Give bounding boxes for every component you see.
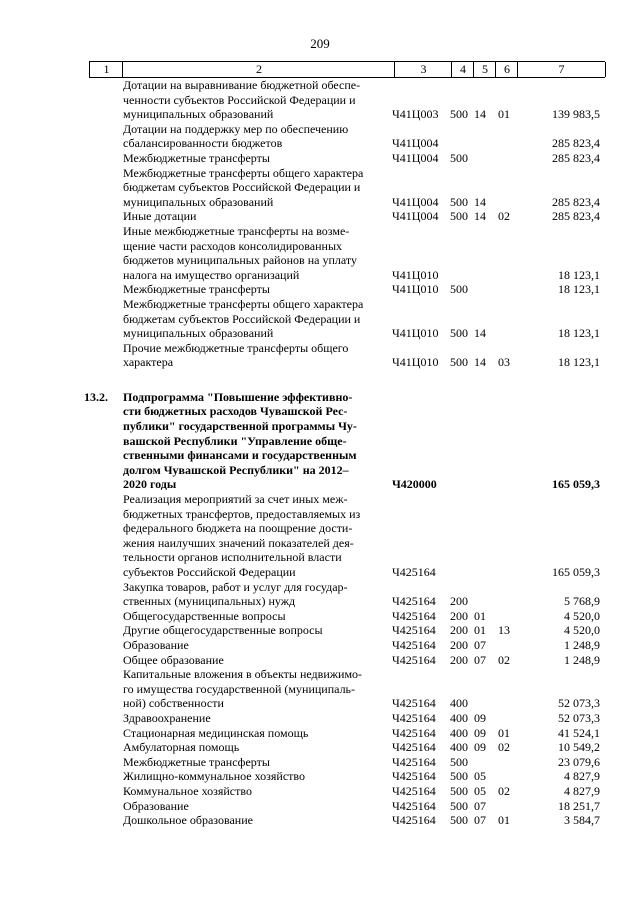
description-line: вашской Республики "Управление обще- bbox=[123, 433, 347, 448]
row-description bbox=[123, 224, 387, 282]
row-description bbox=[123, 740, 387, 755]
description-line: Реализация мероприятий за счет иных меж- bbox=[123, 492, 348, 507]
target-article-code: Ч41Ц010 bbox=[392, 267, 439, 282]
target-article-code: Ч41Ц004 bbox=[392, 150, 439, 165]
amount-value: 285 823,4 bbox=[552, 136, 600, 151]
row-description bbox=[123, 711, 387, 726]
target-article-code: Ч41Ц003 bbox=[392, 107, 439, 122]
description-line: муниципальных образований bbox=[123, 107, 274, 122]
table-row bbox=[0, 784, 640, 799]
description-line: сбалансированности бюджетов bbox=[123, 136, 283, 151]
row-description bbox=[123, 282, 387, 297]
description-line: муниципальных образований bbox=[123, 194, 274, 209]
amount-value: 1 248,9 bbox=[564, 652, 600, 667]
column-header-7: 7 bbox=[517, 62, 606, 77]
table-row bbox=[0, 282, 640, 297]
amount-value: 285 823,4 bbox=[552, 150, 600, 165]
table-row bbox=[0, 813, 640, 828]
row-description bbox=[123, 492, 387, 580]
subsection-code: 02 bbox=[498, 783, 510, 798]
target-article-code: Ч425164 bbox=[392, 813, 436, 828]
row-description bbox=[123, 78, 387, 122]
target-article-code: Ч41Ц004 bbox=[392, 136, 439, 151]
row-description bbox=[123, 623, 387, 638]
description-line: Стационарная медицинская помощь bbox=[123, 725, 309, 740]
row-number: 13.2. bbox=[84, 389, 108, 404]
column-header-1: 1 bbox=[89, 62, 123, 77]
description-line: Общегосударственные вопросы bbox=[123, 608, 286, 623]
row-description bbox=[123, 784, 387, 799]
amount-value: 18 251,7 bbox=[558, 798, 600, 813]
amount-value: 165 059,3 bbox=[552, 477, 600, 492]
description-line: муниципальных образований bbox=[123, 326, 274, 341]
description-line: Дотации на поддержку мер по обеспечению bbox=[123, 121, 349, 136]
subsection-code: 01 bbox=[498, 107, 510, 122]
table-row bbox=[0, 297, 640, 341]
amount-value: 18 123,1 bbox=[558, 326, 600, 341]
description-line: 2020 годы bbox=[123, 477, 177, 492]
target-article-code: Ч425164 bbox=[392, 769, 436, 784]
description-line: федерального бюджета на поощрение дости- bbox=[123, 521, 353, 536]
description-line: Жилищно-коммунальное хозяйство bbox=[123, 769, 306, 784]
row-description bbox=[123, 726, 387, 741]
expense-type-code: 400 bbox=[450, 710, 468, 725]
amount-value: 10 549,2 bbox=[558, 740, 600, 755]
table-row bbox=[0, 726, 640, 741]
column-header-3: 3 bbox=[394, 62, 452, 77]
target-article-code: Ч425164 bbox=[392, 783, 436, 798]
description-line: Межбюджетные трансферты bbox=[123, 754, 270, 769]
target-article-code: Ч425164 bbox=[392, 594, 436, 609]
row-description bbox=[123, 799, 387, 814]
amount-value: 52 073,3 bbox=[558, 696, 600, 711]
row-description bbox=[123, 151, 387, 166]
row-description bbox=[123, 653, 387, 668]
section-code: 05 bbox=[474, 783, 486, 798]
amount-value: 1 248,9 bbox=[564, 637, 600, 652]
description-line: Дошкольное образование bbox=[123, 813, 253, 828]
expense-type-code: 200 bbox=[450, 594, 468, 609]
column-header-2: 2 bbox=[122, 62, 395, 77]
expense-type-code: 500 bbox=[450, 194, 468, 209]
amount-value: 285 823,4 bbox=[552, 194, 600, 209]
row-description bbox=[123, 755, 387, 770]
description-line: Образование bbox=[123, 637, 189, 652]
row-description bbox=[123, 580, 387, 609]
table-row bbox=[0, 755, 640, 770]
description-line: Межбюджетные трансферты общего характера bbox=[123, 296, 364, 311]
amount-value: 4 520,0 bbox=[564, 608, 600, 623]
amount-value: 165 059,3 bbox=[552, 565, 600, 579]
expense-type-code: 500 bbox=[450, 769, 468, 784]
target-article-code: Ч425164 bbox=[392, 623, 436, 638]
table-row bbox=[0, 740, 640, 755]
table-row bbox=[0, 638, 640, 653]
expense-type-code: 500 bbox=[450, 355, 468, 370]
budget-table-body bbox=[0, 78, 640, 828]
section-code: 09 bbox=[474, 710, 486, 725]
expense-type-code: 500 bbox=[450, 813, 468, 828]
target-article-code: Ч425164 bbox=[392, 652, 436, 667]
amount-value: 18 123,1 bbox=[558, 267, 600, 282]
row-description bbox=[123, 813, 387, 828]
expense-type-code: 200 bbox=[450, 623, 468, 638]
expense-type-code: 200 bbox=[450, 608, 468, 623]
table-row bbox=[0, 209, 640, 224]
section-code: 14 bbox=[474, 326, 486, 341]
table-row bbox=[0, 341, 640, 370]
table-row bbox=[0, 78, 640, 122]
section-code: 07 bbox=[474, 798, 486, 813]
table-row bbox=[0, 623, 640, 638]
description-line: Иные межбюджетные трансферты на возме- bbox=[123, 223, 350, 238]
description-line: бюджетам субъектов Российской Федерации и bbox=[123, 311, 361, 326]
target-article-code: Ч425164 bbox=[392, 740, 436, 755]
expense-type-code: 500 bbox=[450, 783, 468, 798]
row-spacer bbox=[0, 370, 640, 390]
amount-value: 41 524,1 bbox=[558, 725, 600, 740]
description-line: Здравоохранение bbox=[123, 710, 211, 725]
row-description bbox=[123, 667, 387, 711]
description-line: Капитальные вложения в объекты недвижимо- bbox=[123, 667, 363, 682]
expense-type-code: 500 bbox=[450, 107, 468, 122]
table-row bbox=[0, 224, 640, 282]
subsection-code: 03 bbox=[498, 355, 510, 370]
amount-value: 4 520,0 bbox=[564, 623, 600, 638]
table-row bbox=[0, 653, 640, 668]
description-line: характера bbox=[123, 355, 174, 370]
row-description bbox=[123, 209, 387, 224]
section-code: 09 bbox=[474, 725, 486, 740]
description-line: жения наилучших значений показателей дея- bbox=[123, 535, 354, 550]
expense-type-code: 500 bbox=[450, 150, 468, 165]
description-line: Общее образование bbox=[123, 652, 224, 667]
description-line: Другие общегосударственные вопросы bbox=[123, 623, 323, 638]
subprogram-row bbox=[0, 390, 640, 492]
expense-type-code: 500 bbox=[450, 754, 468, 769]
subsection-code: 13 bbox=[498, 623, 510, 638]
section-code: 07 bbox=[474, 652, 486, 667]
expense-type-code: 400 bbox=[450, 740, 468, 755]
table-row bbox=[0, 667, 640, 711]
section-code: 14 bbox=[474, 194, 486, 209]
description-line: Межбюджетные трансферты bbox=[123, 282, 270, 297]
table-row bbox=[0, 166, 640, 210]
target-article-code: Ч425164 bbox=[392, 637, 436, 652]
amount-value: 139 983,5 bbox=[552, 107, 600, 122]
description-line: го имущества государственной (муниципаль- bbox=[123, 681, 356, 696]
section-code: 07 bbox=[474, 813, 486, 828]
table-row bbox=[0, 769, 640, 784]
target-article-code: Ч425164 bbox=[392, 725, 436, 740]
target-article-code: Ч425164 bbox=[392, 565, 436, 579]
description-line: Подпрограмма "Повышение эффективно- bbox=[123, 389, 353, 404]
description-line: Коммунальное хозяйство bbox=[123, 783, 252, 798]
amount-value: 285 823,4 bbox=[552, 209, 600, 224]
expense-type-code: 500 bbox=[450, 326, 468, 341]
target-article-code: Ч420000 bbox=[392, 477, 437, 492]
description-line: Образование bbox=[123, 798, 189, 813]
section-code: 14 bbox=[474, 107, 486, 122]
expense-type-code: 500 bbox=[450, 282, 468, 297]
row-description bbox=[123, 769, 387, 784]
page-number: 209 bbox=[310, 36, 330, 51]
target-article-code: Ч41Ц004 bbox=[392, 194, 439, 209]
amount-value: 23 079,6 bbox=[558, 754, 600, 769]
description-line: налога на имущество организаций bbox=[123, 267, 300, 282]
description-line: Амбулаторная помощь bbox=[123, 740, 240, 755]
target-article-code: Ч41Ц010 bbox=[392, 282, 439, 297]
amount-value: 5 768,9 bbox=[564, 594, 600, 609]
description-line: сти бюджетных расходов Чувашской Рес- bbox=[123, 404, 348, 419]
target-article-code: Ч41Ц010 bbox=[392, 326, 439, 341]
target-article-code: Ч41Ц010 bbox=[392, 355, 439, 370]
row-description bbox=[123, 297, 387, 341]
subsection-code: 01 bbox=[498, 813, 510, 828]
column-header-4: 4 bbox=[451, 62, 474, 77]
amount-value: 18 123,1 bbox=[558, 282, 600, 297]
amount-value: 18 123,1 bbox=[558, 355, 600, 370]
column-header-5: 5 bbox=[473, 62, 496, 77]
row-description bbox=[123, 341, 387, 370]
section-code: 01 bbox=[474, 608, 486, 623]
amount-value: 4 827,9 bbox=[564, 783, 600, 798]
section-code: 14 bbox=[474, 209, 486, 224]
expense-type-code: 200 bbox=[450, 637, 468, 652]
description-line: бюджетов муниципальных районов на уплату bbox=[123, 253, 357, 268]
amount-value: 52 073,3 bbox=[558, 710, 600, 725]
section-code: 14 bbox=[474, 355, 486, 370]
description-line: тельности органов исполнительной власти bbox=[123, 550, 342, 565]
table-row bbox=[0, 580, 640, 609]
amount-value: 3 584,7 bbox=[564, 813, 600, 828]
row-description bbox=[123, 390, 387, 492]
target-article-code: Ч41Ц004 bbox=[392, 209, 439, 224]
target-article-code: Ч425164 bbox=[392, 754, 436, 769]
description-line: Дотации на выравнивание бюджетной обеспе- bbox=[123, 78, 361, 92]
row-description bbox=[123, 166, 387, 210]
subsection-code: 02 bbox=[498, 652, 510, 667]
section-code: 07 bbox=[474, 637, 486, 652]
target-article-code: Ч425164 bbox=[392, 608, 436, 623]
target-article-code: Ч425164 bbox=[392, 710, 436, 725]
row-description bbox=[123, 122, 387, 151]
column-header-6: 6 bbox=[495, 62, 518, 77]
section-code: 01 bbox=[474, 623, 486, 638]
description-line: ной) собственности bbox=[123, 696, 224, 711]
expense-type-code: 500 bbox=[450, 209, 468, 224]
description-line: долгом Чувашской Республики" на 2012– bbox=[123, 462, 349, 477]
description-line: ственных (муниципальных) нужд bbox=[123, 594, 296, 609]
subsection-code: 02 bbox=[498, 740, 510, 755]
description-line: Закупка товаров, работ и услуг для государ- bbox=[123, 579, 348, 594]
table-row bbox=[0, 609, 640, 624]
row-description bbox=[123, 638, 387, 653]
target-article-code: Ч425164 bbox=[392, 798, 436, 813]
description-line: щение части расходов консолидированных bbox=[123, 238, 343, 253]
description-line: Межбюджетные трансферты общего характера bbox=[123, 165, 364, 180]
section-code: 05 bbox=[474, 769, 486, 784]
expense-type-code: 400 bbox=[450, 696, 468, 711]
table-row bbox=[0, 122, 640, 151]
table-row bbox=[0, 711, 640, 726]
description-line: Прочие межбюджетные трансферты общего bbox=[123, 340, 349, 355]
description-line: ченности субъектов Российской Федерации и bbox=[123, 92, 356, 107]
description-line: бюджетных трансфертов, предоставляемых из bbox=[123, 506, 361, 521]
table-column-headers bbox=[89, 61, 605, 78]
description-line: публики" государственной программы Чу- bbox=[123, 419, 357, 434]
section-code: 09 bbox=[474, 740, 486, 755]
table-row bbox=[0, 151, 640, 166]
description-line: Межбюджетные трансферты bbox=[123, 150, 270, 165]
description-line: ственными финансами и государственным bbox=[123, 448, 357, 463]
table-row bbox=[0, 492, 640, 580]
description-line: субъектов Российской Федерации bbox=[123, 565, 296, 579]
expense-type-code: 400 bbox=[450, 725, 468, 740]
subsection-code: 01 bbox=[498, 725, 510, 740]
description-line: бюджетам субъектов Российской Федерации и bbox=[123, 180, 361, 195]
target-article-code: Ч425164 bbox=[392, 696, 436, 711]
table-row bbox=[0, 799, 640, 814]
subsection-code: 02 bbox=[498, 209, 510, 224]
expense-type-code: 200 bbox=[450, 652, 468, 667]
amount-value: 4 827,9 bbox=[564, 769, 600, 784]
expense-type-code: 500 bbox=[450, 798, 468, 813]
description-line: Иные дотации bbox=[123, 209, 197, 224]
row-description bbox=[123, 609, 387, 624]
